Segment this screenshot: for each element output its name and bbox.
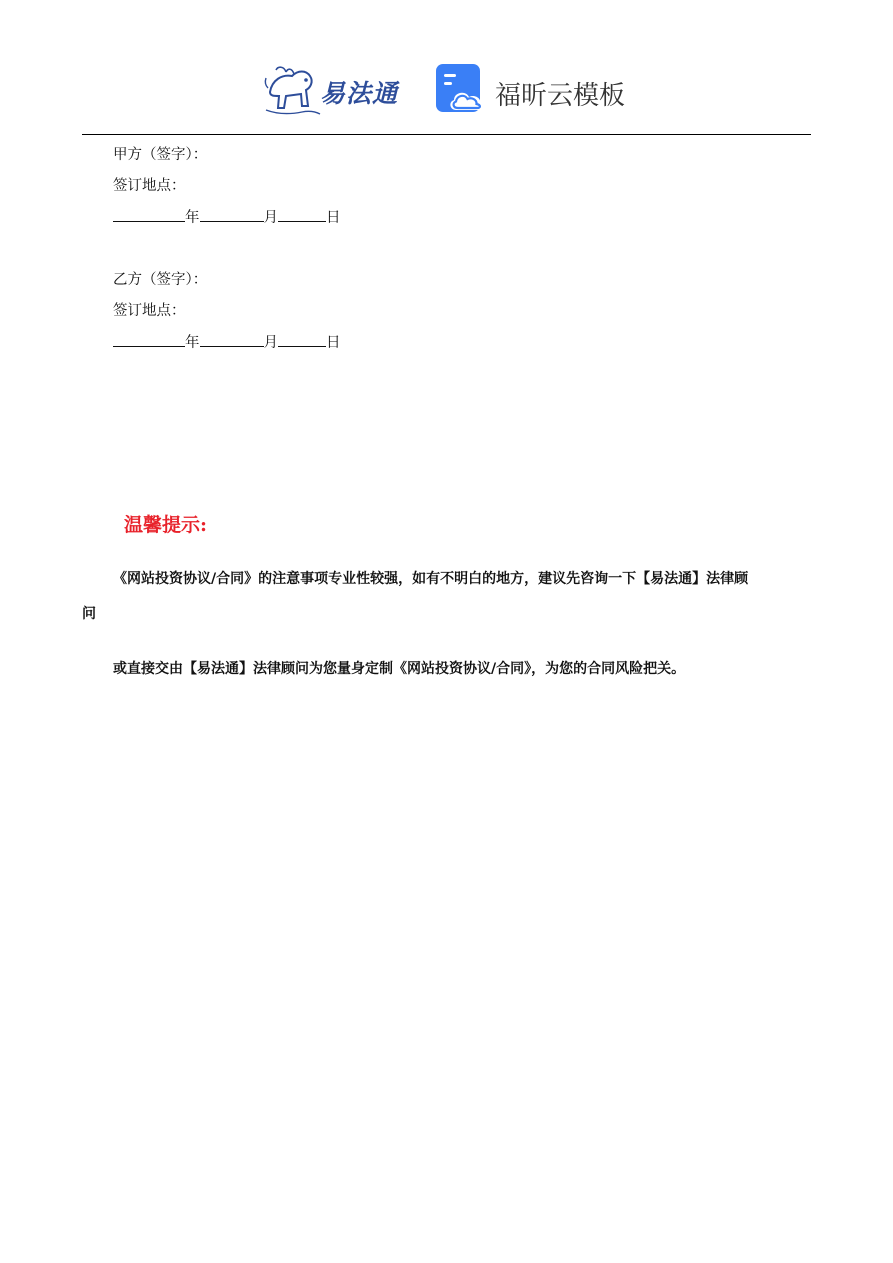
party-b-signature-label: 乙方（签字）： — [113, 272, 208, 288]
header-divider — [82, 134, 811, 135]
day-label: 日 — [326, 335, 341, 351]
tips-paragraph-1-line-2: 问 — [82, 606, 96, 622]
fuxin-logo-text: 福昕云模板 — [495, 81, 626, 111]
day-blank — [278, 208, 326, 222]
year-label: 年 — [185, 210, 200, 226]
year-label: 年 — [185, 335, 200, 351]
page-header — [0, 58, 893, 124]
party-a-signing-place: 签订地点： — [113, 178, 186, 194]
party-b-date-line — [113, 333, 341, 352]
fuxin-cloud-icon — [436, 64, 488, 116]
yifatong-logo-text: 易法通 — [320, 79, 399, 108]
party-a-signature-label: 甲方（签字）： — [113, 147, 208, 163]
party-a-date-line — [113, 208, 341, 227]
day-blank — [278, 333, 326, 347]
party-b-signing-place: 签订地点： — [113, 303, 186, 319]
day-label: 日 — [326, 210, 341, 226]
tips-title: 温馨提示: — [124, 514, 208, 536]
month-label: 月 — [263, 335, 278, 351]
qilin-mascot-icon — [262, 62, 322, 118]
year-blank — [113, 333, 185, 347]
month-blank — [200, 208, 264, 222]
yifatong-logo — [262, 62, 412, 118]
year-blank — [113, 208, 185, 222]
tips-paragraph-1-line-1: 《网站投资协议/合同》的注意事项专业性较强，如有不明白的地方，建议先咨询一下【易法通】法律顾 — [113, 571, 749, 587]
tips-paragraph-2: 或直接交由【易法通】法律顾问为您量身定制《网站投资协议/合同》，为您的合同风险把关。 — [113, 661, 686, 677]
month-blank — [200, 333, 264, 347]
month-label: 月 — [263, 210, 278, 226]
